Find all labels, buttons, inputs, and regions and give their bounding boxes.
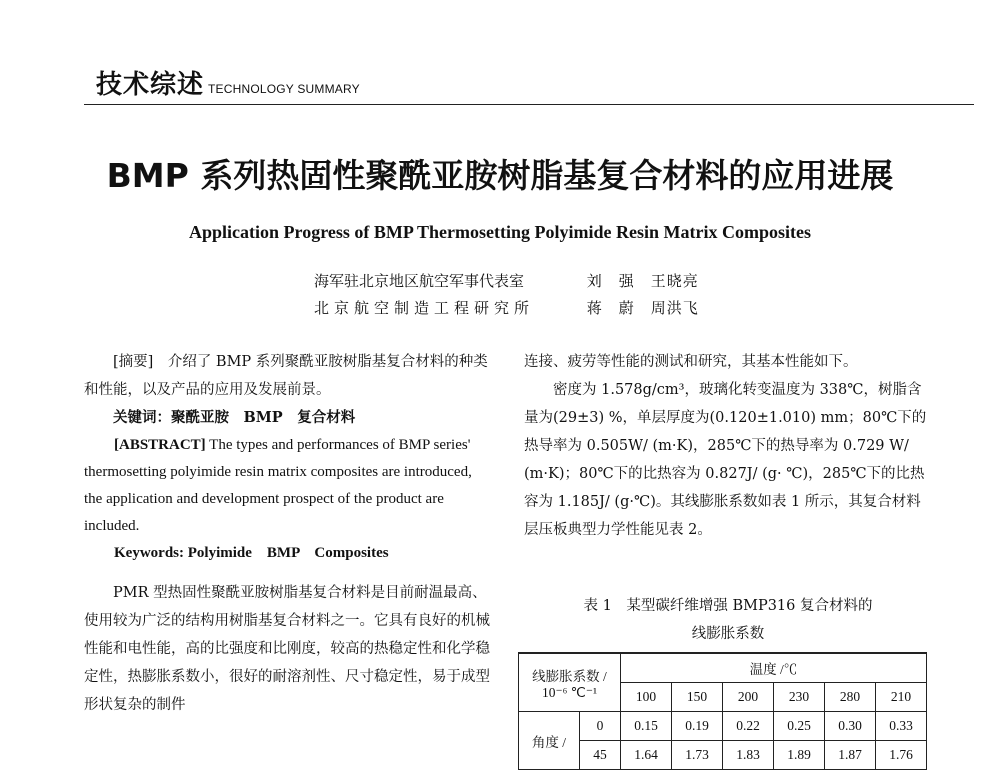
temperature-header: 温度 /℃ — [621, 653, 927, 683]
temp-cell: 100 — [621, 683, 672, 712]
temp-cell: 200 — [723, 683, 774, 712]
right-paragraph-2: 密度为 1.578g/cm³，玻璃化转变温度为 338℃，树脂含量为(29±3) %，单层厚度为(0.120±1.010) mm；80℃下的热导率为 0.505W/ (m·K)，285℃下的热导率为 0.729 W/ (m·K)；80℃下的比热容为 0.827J/ (g· ℃)，285℃下的比热容为 1.185J/ (g·℃)。其线膨胀系数如表 1 所示，其复合材料层压板典型力学性能见表 2。 — [524, 382, 927, 538]
value-cell: 1.73 — [672, 741, 723, 770]
paper-title-en: Application Progress of BMP Thermosetting Polyimide Resin Matrix Composites — [189, 222, 811, 242]
affiliation-authors: 蒋 蔚 周洪飞 — [586, 299, 699, 317]
left-column — [84, 348, 492, 719]
value-cell: 1.64 — [621, 741, 672, 770]
right-column — [524, 348, 932, 544]
value-cell: 0.25 — [774, 712, 825, 741]
abstract-en-body: The types and performances of BMP series' thermosetting polyimide resin matrix composites are introduced, the application and development prospect of the product are included. — [84, 437, 472, 534]
paper-title-cn: BMP 系列热固性聚酰亚胺树脂基复合材料的应用进展 — [106, 156, 894, 195]
temp-cell: 210 — [876, 683, 927, 712]
affiliation-org: 海军驻北京地区航空军事代表室 — [314, 272, 525, 290]
angle-label: 角度 / — [519, 712, 580, 770]
table-caption-line-1: 表 1 某型碳纤维增强 BMP316 复合材料的 — [583, 598, 873, 614]
value-cell: 1.87 — [825, 741, 876, 770]
keywords-en: Keywords: Polyimide BMP Composites — [114, 545, 389, 561]
affiliation-1 — [314, 270, 699, 291]
affiliation-2 — [314, 297, 699, 318]
keywords-cn: 关键词：聚酰亚胺 BMP 复合材料 — [113, 409, 356, 426]
expansion-table — [518, 652, 927, 770]
value-cell: 0.22 — [723, 712, 774, 741]
affiliation-authors: 刘 强 王晓亮 — [586, 272, 699, 290]
value-cell: 1.76 — [876, 741, 927, 770]
affiliation-org: 北京航空制造工程研究所 — [314, 299, 535, 317]
angle-cell: 45 — [580, 741, 621, 770]
temp-cell: 230 — [774, 683, 825, 712]
temp-cell: 150 — [672, 683, 723, 712]
table-caption — [524, 592, 932, 648]
body-paragraph: PMR 型热固性聚酰亚胺树脂基复合材料是目前耐温最高、使用较为广泛的结构用树脂基复合材料之一。它具有良好的机械性能和电性能，高的比强度和比刚度，较高的热稳定性和化学稳定性，热膨胀系数小，很好的耐溶剂性、尺寸稳定性，易于成型形状复杂的制件 — [84, 585, 490, 713]
abstract-cn: [摘要] 介绍了 BMP 系列聚酰亚胺树脂基复合材料的种类和性能，以及产品的应用及发展前景。 — [84, 354, 488, 398]
abstract-en-label: [ABSTRACT] — [114, 437, 206, 453]
angle-cell: 0 — [580, 712, 621, 741]
abstract-en — [84, 432, 492, 540]
section-title-cn: 技术综述 — [96, 70, 205, 100]
value-cell: 1.89 — [774, 741, 825, 770]
value-cell: 1.83 — [723, 741, 774, 770]
temp-cell: 280 — [825, 683, 876, 712]
page-header — [84, 62, 974, 106]
value-cell: 0.33 — [876, 712, 927, 741]
value-cell: 0.15 — [621, 712, 672, 741]
value-cell: 0.19 — [672, 712, 723, 741]
value-cell: 0.30 — [825, 712, 876, 741]
table-corner-header: 线膨胀系数 / 10⁻⁶ ℃⁻¹ — [519, 653, 621, 712]
right-paragraph-1: 连接、疲劳等性能的测试和研究，其基本性能如下。 — [524, 354, 858, 370]
header-rule — [84, 104, 974, 105]
table-caption-line-2: 线膨胀系数 — [691, 626, 765, 642]
section-title-en: TECHNOLOGY SUMMARY — [208, 82, 360, 96]
